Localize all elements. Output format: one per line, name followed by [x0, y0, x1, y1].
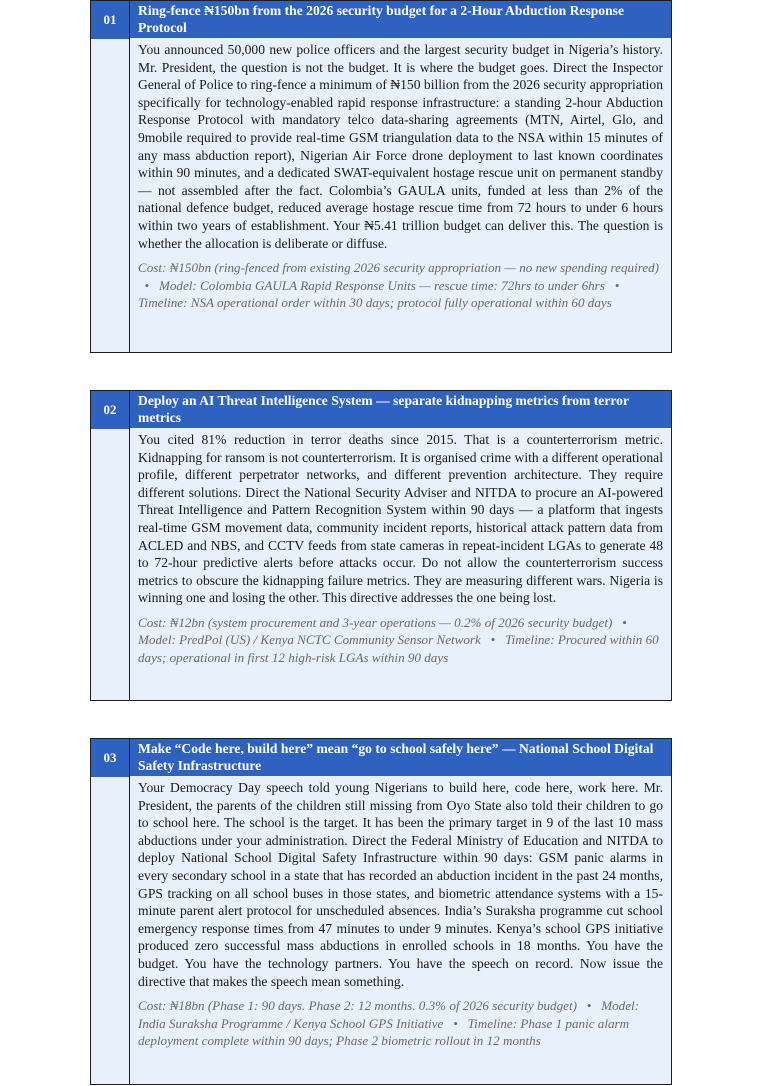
directive-model: Model: PredPol (US) / Kenya NCTC Community Sensor Network — [138, 632, 481, 648]
directive-timeline: Timeline: Phase 1 panic alarm deployment complete within 90 days; Phase 2 biometric rollout in 12 months — [138, 1015, 630, 1049]
directive-number: 03 — [103, 750, 117, 765]
bullet-separator: • — [586, 998, 592, 1014]
directive-content — [130, 1, 671, 352]
directive-meta — [130, 612, 671, 669]
directive-body: Your Democracy Day speech told young Nigerians to build here, code here, work here. Mr. President, the parents of the children still missing from Oyo State also told their children to go to school here. The school is the target. It has been the primary target in 9 of the last 10 mass abductions under your administration. Direct the Federal Ministry of Education and NITDA to deploy National School Digital Safety Infrastructure within 90 days: GSM panic alarms in every secondary school in a state that has recorded an abduction incident in the past 24 months, GPS tracking on all school buses in those states, and biometric attendance systems with a 15-minute parent alert protocol for unscheduled absences. India’s Suraksha programme cut school emergency response times from 47 minutes to under 9 minutes. Kenya’s school GPS initiative produced zero successful mass abductions in enrolled schools in 18 months. You have the budget. You have the technology partners. You have the speech on record. Now issue the directive that makes the speech mean something. — [138, 780, 663, 989]
directive-number: 02 — [103, 402, 117, 417]
directive-timeline: Timeline: Procured within 60 days; operational in first 12 high-risk LGAs within 90 days — [138, 632, 659, 665]
directive-number-column — [91, 391, 130, 700]
directive-content — [130, 391, 671, 700]
directive-card-02 — [90, 390, 672, 701]
directive-body: You announced 50,000 new police officers and the largest security budget in Nigeria’s history. Mr. President, the question is not the budget. It is where the budget goes. Direct the Inspector General of Police to ring-fence a minimum of ₦150 billion from the 2026 security appropriation specifically for technology-enabled rapid response infrastructure: a standing 2-hour Abduction Response Protocol with mandatory telco data-sharing agreements (MTN, Airtel, Glo, and 9mobile required to provide real-time GSM triangulation data to the NSA within 15 minutes of any mass abduction report), Nigerian Air Force drone deployment to last known coordinates within 90 minutes, and a dedicated SWAT-equivalent hostage rescue unit on permanent standby — not assembled after the fact. Colombia’s GAULA units, funded at less than 2% of the national defence budget, reduced average hostage rescue time from 72 hours to under 6 hours within two years of establishment. Your ₦5.41 trillion budget can deliver this. The question is whether the allocation is deliberate or diffuse. — [138, 42, 663, 251]
directive-title: Deploy an AI Threat Intelligence System — separate kidnapping metrics from terror metrics — [130, 391, 671, 428]
bullet-separator: • — [490, 632, 496, 648]
directive-number-column — [91, 739, 130, 1084]
directive-cost: Cost: ₦12bn (system procurement and 3-year operations — 0.2% of 2026 security budget) — [138, 614, 613, 630]
directive-title: Ring-fence ₦150bn from the 2026 security budget for a 2-Hour Abduction Response Protocol — [130, 1, 671, 38]
directive-timeline: Timeline: NSA operational order within 30 days; protocol fully operational within 60 days — [138, 295, 612, 311]
directive-cost: Cost: ₦18bn (Phase 1: 90 days. Phase 2: 12 months. 0.3% of 2026 security budget) — [138, 998, 577, 1014]
directive-card-03 — [90, 738, 672, 1085]
bullet-separator: • — [622, 614, 627, 630]
directive-number-badge — [91, 391, 129, 429]
directive-content — [130, 739, 671, 1084]
bullet-separator: • — [144, 277, 150, 293]
directive-number: 01 — [103, 12, 117, 27]
directive-body: You cited 81% reduction in terror deaths since 2015. That is a counterterrorism metric. Kidnapping for ransom is not counterterrorism. It is organised crime with a different operational profile, different perpetrator networks, and different prevention architecture. They require different solutions. Direct the National Security Adviser and NITDA to procure an AI-powered Threat Intelligence and Pattern Recognition System within 90 days — a platform that ingests real-time GSM movement data, community incident reports, historical attack pattern data from ACLED and NBS, and CCTV feeds from state cameras in repeat-incident LGAs to generate 48 to 72-hour predictive alerts before attacks occur. Do not allow the counterterrorism success metrics to obscure the kidnapping failure metrics. They are measuring different wars. Nigeria is winning one and losing the other. This directive addresses the one being lost. — [138, 432, 663, 606]
bullet-separator: • — [614, 277, 620, 293]
bullet-separator: • — [453, 1015, 458, 1031]
directive-card-01 — [90, 0, 672, 353]
directive-model: Model: Colombia GAULA Rapid Response Units — rescue time: 72hrs to under 6hrs — [158, 277, 605, 293]
directive-number-column — [91, 1, 130, 352]
directive-meta — [130, 257, 671, 314]
directive-number-badge — [91, 1, 129, 39]
directive-number-badge — [91, 739, 129, 777]
directive-cost: Cost: ₦150bn (ring-fenced from existing 2026 security appropriation — no new spending required) — [138, 260, 660, 276]
directive-model: Model: India Suraksha Programme / Kenya School GPS Initiative — [138, 998, 640, 1031]
directive-meta — [130, 995, 671, 1052]
directive-title: Make “Code here, build here” mean “go to school safely here” — National School Digital Safety Infrastructure — [130, 739, 671, 776]
